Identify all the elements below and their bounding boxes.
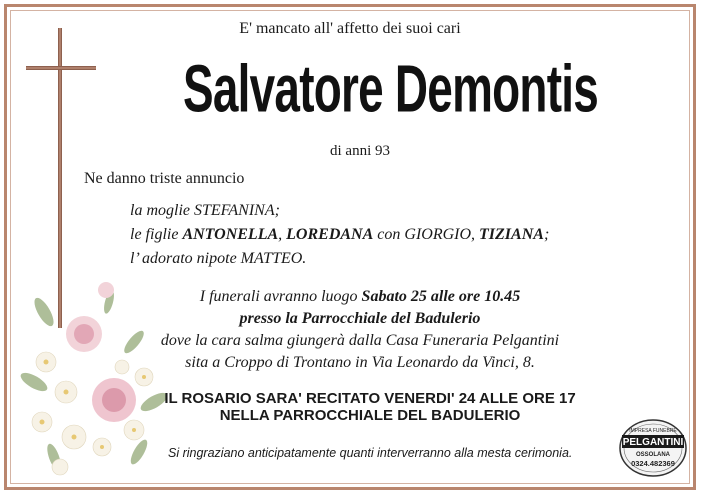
thanks-text: Si ringraziano anticipatamente quanti interverranno alla mesta cerimonia. xyxy=(168,446,573,460)
funeral-line-4: sita a Croppo di Trontano in Via Leonardo da Vinci, 8. xyxy=(185,354,535,371)
deceased-name: Salvatore Demontis xyxy=(183,52,599,127)
rosary-line-2: NELLA PARROCCHIALE DEL BADULERIO xyxy=(219,407,521,424)
family-line-daughters: le figlie ANTONELLA, LOREDANA con GIORGIO, TIZIANA; xyxy=(130,226,550,243)
rosary-line-1: IL ROSARIO SARA' RECITATO VENERDI' 24 ALLE ORE 17 xyxy=(164,390,576,407)
logo-phone: 0324.482369 xyxy=(631,459,675,468)
pelgantini-logo xyxy=(618,418,688,478)
family-line-grandson: l’ adorato nipote MATTEO. xyxy=(130,250,307,267)
family-list xyxy=(130,199,549,271)
family-line-wife: la moglie STEFANINA; xyxy=(130,202,280,219)
rosary-notice xyxy=(150,390,590,424)
logo-sub: OSSOLANA xyxy=(635,452,671,458)
logo-name: PELGANTINI xyxy=(622,437,684,448)
funeral-line-1: I funerali avranno luogo Sabato 25 alle ore 10.45 xyxy=(199,288,521,305)
logo-top-text: IMPRESA FUNEBRE xyxy=(629,428,677,434)
funeral-line-2: presso la Parrocchiale del Badulerio xyxy=(239,310,481,327)
funeral-line-3: dove la cara salma giungerà dalla Casa Funeraria Pelgantini xyxy=(160,332,560,349)
funeral-details xyxy=(130,286,590,374)
deceased-age: di anni 93 xyxy=(330,143,390,159)
intro-text: E' mancato all' affetto dei suoi cari xyxy=(239,20,461,37)
announcement-text: Ne danno triste annuncio xyxy=(84,170,245,187)
